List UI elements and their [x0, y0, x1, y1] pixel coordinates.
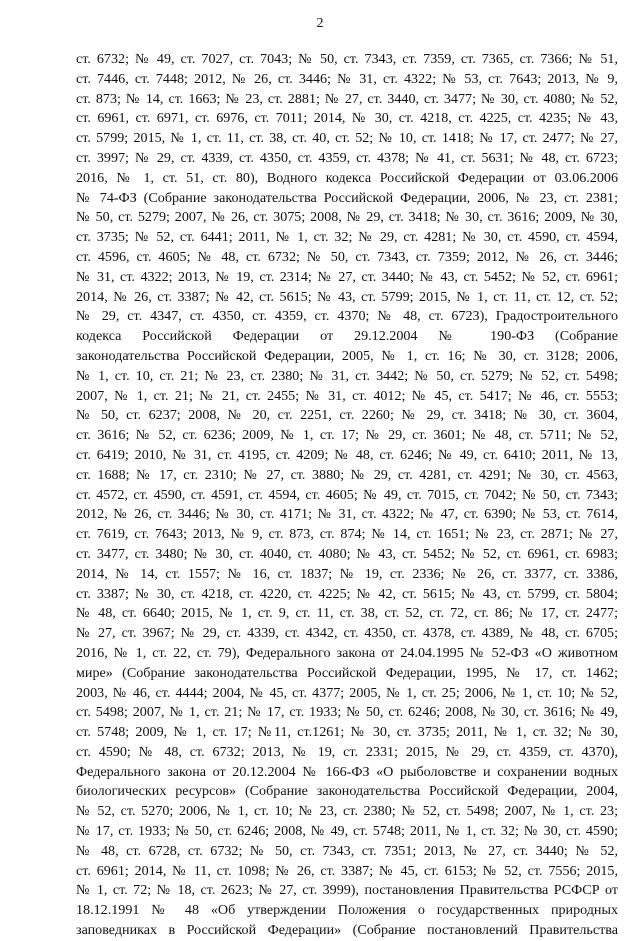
- text-line: ст. 873; № 14, ст. 1663; № 23, ст. 2881; № 27, ст. 3440, ст. 3477; № 30, ст. 4080; № 52,: [76, 90, 618, 107]
- text-line: ст. 5799; 2015, № 1, ст. 11, ст. 38, ст. 40, ст. 52; № 10, ст. 1418; № 17, ст. 2477; № 27,: [76, 130, 618, 147]
- text-line: ст. 3477, ст. 3480; № 30, ст. 4040, ст. 4080; № 43, ст. 5452; № 52, ст. 6961, ст. 6983;: [76, 545, 618, 562]
- page-number: 2: [316, 16, 324, 31]
- text-line: 2003, № 46, ст. 4444; 2004, № 45, ст. 4377; 2005, № 1, ст. 25; 2006, № 1, ст. 10; № 52,: [76, 684, 618, 701]
- text-line: ст. 4590; № 48, ст. 6732; 2013, № 19, ст. 2331; 2015, № 29, ст. 4359, ст. 4370),: [76, 743, 618, 760]
- text-line: ст. 5748; 2009, № 1, ст. 17; №11, ст.1261; № 30, ст. 3735; 2011, № 1, ст. 32; № 30,: [76, 724, 618, 741]
- text-line: 2016, № 1, ст. 51, ст. 80), Водного кодекса Российской Федерации от 03.06.2006: [76, 169, 618, 186]
- text-line: № 1, ст. 72; № 18, ст. 2623; № 27, ст. 3999), постановления Правительства РСФСР от: [76, 882, 618, 899]
- body-text: [76, 50, 618, 941]
- text-line: ст. 6732; № 49, ст. 7027, ст. 7043; № 50, ст. 7343, ст. 7359, ст. 7365, ст. 7366; № 51,: [76, 51, 618, 67]
- text-line: 2014, № 26, ст. 3387; № 42, ст. 5615; № 43, ст. 5799; 2015, № 1, ст. 11, ст. 12, ст. 52;: [76, 288, 618, 305]
- text-line: № 17, ст. 1933; № 50, ст. 6246; 2008, № 49, ст. 5748; 2011, № 1, ст. 32; № 30, ст. 4590;: [76, 823, 618, 840]
- text-line: биологических ресурсов» (Собрание законодательства Российской Федерации, 2004,: [76, 783, 618, 800]
- text-line: № 50, ст. 5279; 2007, № 26, ст. 3075; 2008, № 29, ст. 3418; № 30, ст. 3616; 2009, № 30,: [76, 209, 618, 226]
- text-line: № 31, ст. 4322; 2013, № 19, ст. 2314; № 27, ст. 3440; № 43, ст. 5452; № 52, ст. 6961;: [76, 268, 618, 285]
- text-line: ст. 5498; 2007, № 1, ст. 21; № 17, ст. 1933; № 50, ст. 6246; 2008, № 30, ст. 3616; № 49,: [76, 704, 618, 721]
- text-line: № 48, ст. 6640; 2015, № 1, ст. 9, ст. 11, ст. 38, ст. 52, ст. 72, ст. 86; № 17, ст. 2477;: [76, 605, 618, 622]
- text-line: ст. 7619, ст. 7643; 2013, № 9, ст. 873, ст. 874; № 14, ст. 1651; № 23, ст. 2871; № 27,: [76, 526, 618, 543]
- text-line: № 50, ст. 6237; 2008, № 20, ст. 2251, ст. 2260; № 29, ст. 3418; № 30, ст. 3604,: [76, 407, 618, 424]
- text-line: ст. 4596, ст. 4605; № 48, ст. 6732; № 50, ст. 7343, ст. 7359; 2012, № 26, ст. 3446;: [76, 248, 618, 265]
- text-line: мире» (Собрание законодательства Российской Федерации, 1995, № 17, ст. 1462;: [76, 664, 618, 681]
- text-line: 2007, № 1, ст. 21; № 21, ст. 2455; № 31, ст. 4012; № 45, ст. 5417; № 46, ст. 5553;: [76, 387, 618, 404]
- text-line: 2014, № 14, ст. 1557; № 16, ст. 1837; № 19, ст. 2336; № 26, ст. 3377, ст. 3386,: [76, 565, 618, 582]
- text-line: ст. 1688; № 17, ст. 2310; № 27, ст. 3880; № 29, ст. 4281, ст. 4291; № 30, ст. 4563,: [76, 466, 618, 483]
- text-line: ст. 3387; № 30, ст. 4218, ст. 4220, ст. 4225; № 42, ст. 5615; № 43, ст. 5799, ст. 5804;: [76, 585, 618, 602]
- text-line: № 1, ст. 10, ст. 21; № 23, ст. 2380; № 31, ст. 3442; № 50, ст. 5279; № 52, ст. 5498;: [76, 367, 618, 384]
- text-line: ст. 3997; № 29, ст. 4339, ст. 4350, ст. 4359, ст. 4378; № 41, ст. 5631; № 48, ст. 6723;: [76, 149, 618, 166]
- text-line: кодекса Российской Федерации от 29.12.2004 № 190-ФЗ (Собрание: [76, 328, 618, 345]
- text-line: заповедниках в Российской Федерации» (Собрание постановлений Правительства: [76, 922, 618, 939]
- text-line: законодательства Российской Федерации, 2005, № 1, ст. 16; № 30, ст. 3128; 2006,: [76, 347, 618, 364]
- text-line: № 48, ст. 6728, ст. 6732; № 50, ст. 7343, ст. 7351; 2013, № 27, ст. 3440; № 52,: [76, 842, 618, 859]
- text-line: 2012, № 26, ст. 3446; № 30, ст. 4171; № 31, ст. 4322; № 47, ст. 6390; № 53, ст. 7614,: [76, 506, 618, 523]
- text-line: № 27, ст. 3967; № 29, ст. 4339, ст. 4342, ст. 4350, ст. 4378, ст. 4389, № 48, ст. 6705;: [76, 625, 618, 642]
- text-line: № 74-ФЗ (Собрание законодательства Российской Федерации, 2006, № 23, ст. 2381;: [76, 189, 618, 206]
- text-line: 2016, № 1, ст. 22, ст. 79), Федерального закона от 24.04.1995 № 52-ФЗ «О животном: [76, 644, 618, 661]
- text-line: ст. 7446, ст. 7448; 2012, № 26, ст. 3446; № 31, ст. 4322; № 53, ст. 7643; 2013, № 9,: [76, 70, 618, 87]
- text-line: ст. 4572, ст. 4590, ст. 4591, ст. 4594, ст. 4605; № 49, ст. 7015, ст. 7042; № 50, ст. 7343;: [76, 486, 618, 503]
- text-line: ст. 6419; 2010, № 31, ст. 4195, ст. 4209; № 48, ст. 6246; № 49, ст. 6410; 2011, № 13,: [76, 446, 618, 463]
- text-line: 18.12.1991 № 48 «Об утверждении Положения о государственных природных: [76, 902, 618, 919]
- text-line: ст. 6961, ст. 6971, ст. 6976, ст. 7011; 2014, № 30, ст. 4218, ст. 4225, ст. 4235; № 43,: [76, 110, 618, 127]
- text-line: ст. 6961; 2014, № 11, ст. 1098; № 26, ст. 3387; № 45, ст. 6153; № 52, ст. 7556; 2015,: [76, 862, 618, 879]
- text-line: Федерального закона от 20.12.2004 № 166-ФЗ «О рыболовстве и сохранении водных: [76, 763, 618, 780]
- text-line: № 29, ст. 4347, ст. 4350, ст. 4359, ст. 4370; № 48, ст. 6723), Градостроительного: [76, 308, 618, 325]
- text-line: ст. 3616; № 52, ст. 6236; 2009, № 1, ст. 17; № 29, ст. 3601; № 48, ст. 5711; № 52,: [76, 427, 618, 444]
- text-line: ст. 3735; № 52, ст. 6441; 2011, № 1, ст. 32; № 29, ст. 4281; № 30, ст. 4590, ст. 4594,: [76, 229, 618, 246]
- text-line: № 52, ст. 5270; 2006, № 1, ст. 10; № 23, ст. 2380; № 52, ст. 5498; 2007, № 1, ст. 23;: [76, 803, 618, 820]
